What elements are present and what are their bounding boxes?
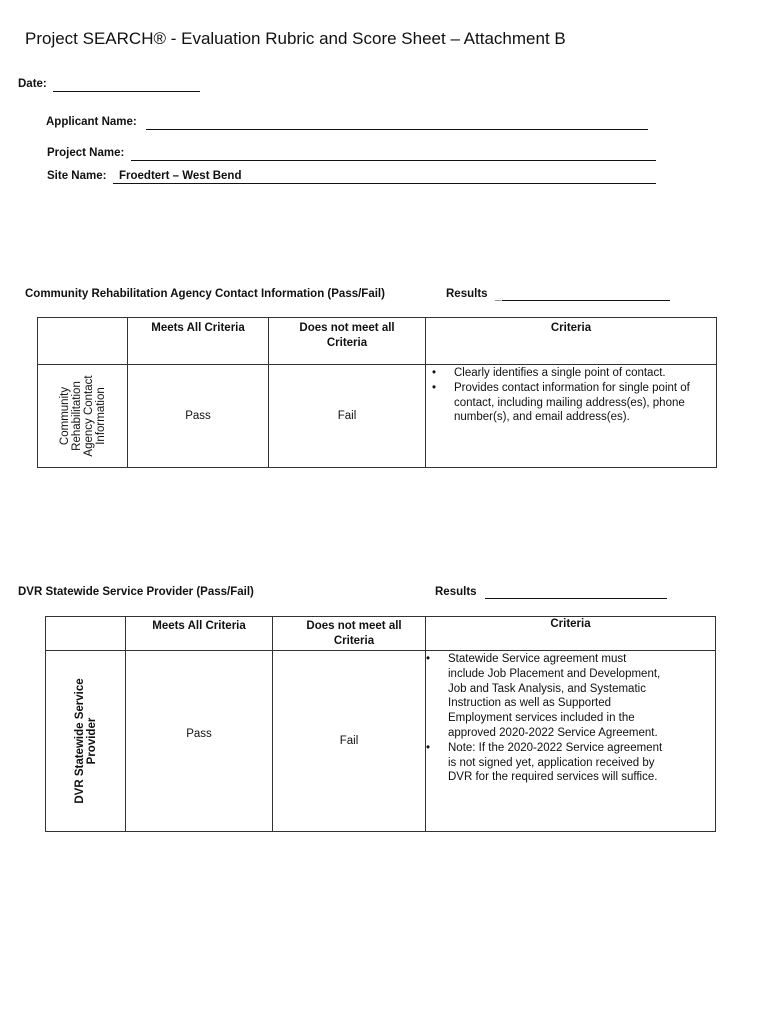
section2-header-meets: Meets All Criteria <box>126 617 273 651</box>
date-label: Date: <box>18 78 47 90</box>
section2-criteria-list <box>426 652 663 785</box>
page-title: Project SEARCH® - Evaluation Rubric and Score Sheet – Attachment B <box>25 29 566 48</box>
section2-fail-option[interactable]: Fail <box>273 651 426 832</box>
section2-results-field[interactable] <box>485 598 667 599</box>
section2-pass-option[interactable]: Pass <box>126 651 273 832</box>
section1-fail-option[interactable]: Fail <box>269 365 426 468</box>
site-name-field[interactable] <box>113 183 656 184</box>
section1-results-field[interactable] <box>502 300 670 301</box>
project-name-field[interactable] <box>131 160 656 161</box>
section1-title: Community Rehabilitation Agency Contact Information (Pass/Fail) <box>25 288 385 300</box>
section1-pass-option[interactable]: Pass <box>128 365 269 468</box>
section1-results-label: Results <box>446 288 488 300</box>
section2-table <box>45 616 716 832</box>
section2-header-blank <box>46 617 126 651</box>
section2-header-not-meet: Does not meet all Criteria <box>273 617 426 651</box>
section1-criteria-cell <box>426 365 717 468</box>
section2-results-label: Results <box>435 586 477 598</box>
site-name-label: Site Name: <box>47 170 107 182</box>
applicant-name-label: Applicant Name: <box>46 116 137 128</box>
section1-header-meets: Meets All Criteria <box>128 318 269 365</box>
section2-row-label-cell <box>46 651 126 832</box>
section1-header-criteria: Criteria <box>426 318 717 365</box>
section1-table <box>37 317 717 468</box>
list-item: • Note: If the 2020-2022 Service agreement is not signed yet, application received by DVR for the required services will suffice. <box>426 741 663 785</box>
section2-row-label: DVR Statewide Service Provider <box>73 678 98 804</box>
section2-criteria-cell <box>426 651 716 832</box>
section1-header-blank <box>38 318 128 365</box>
section1-criteria-list <box>426 366 710 425</box>
list-item: • Clearly identifies a single point of contact. <box>426 366 710 381</box>
section2-header-criteria: Criteria <box>426 617 716 651</box>
list-item: • Statewide Service agreement must include Job Placement and Development, Job and Task Analysis, and Systematic Instruction as well as Supported Employment services included in the approved 2020-2022 Service Agreement. <box>426 652 663 741</box>
section1-results-mark: _ <box>495 290 502 302</box>
date-field[interactable] <box>53 91 200 92</box>
section1-row-label: Community Rehabilitation Agency Contact Information <box>58 375 107 457</box>
list-item: • Provides contact information for single point of contact, including mailing address(es), phone number(s), and email address(es). <box>426 381 710 425</box>
site-name-value: Froedtert – West Bend <box>119 170 242 182</box>
project-name-label: Project Name: <box>47 147 125 159</box>
section2-title: DVR Statewide Service Provider (Pass/Fail) <box>18 586 254 598</box>
applicant-name-field[interactable] <box>146 129 648 130</box>
section1-row-label-cell <box>38 365 128 468</box>
section1-header-not-meet: Does not meet all Criteria <box>269 318 426 365</box>
